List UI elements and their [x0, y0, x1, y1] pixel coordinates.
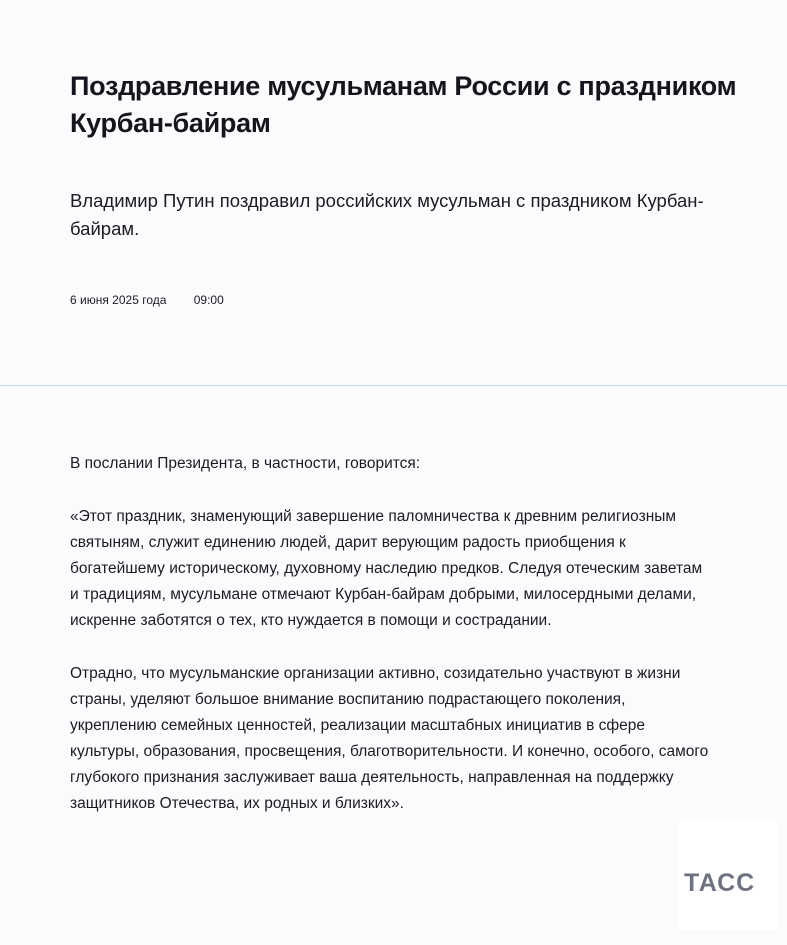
article-header	[70, 68, 750, 142]
article-meta	[70, 292, 224, 308]
quote-paragraph-1: «Этот праздник, знаменующий завершение паломничества к древним религиозным святыням, служит единению людей, дарит верующим радость приобщения к богатейшему историческому, духовному наследию предков. Следуя отеческим заветам и традициям, мусульмане отмечают Курбан-байрам добрыми, милосердными делами, искренне заботятся о тех, кто нуждается в помощи и сострадании.	[70, 508, 703, 629]
article-lead: Владимир Путин поздравил российских мусульман с праздником Курбан-байрам.	[70, 190, 704, 239]
publish-date: 6 июня 2025 года	[70, 293, 167, 307]
quote-paragraph-2: Отрадно, что мусульманские организации активно, созидательно участвуют в жизни страны, уделяют большое внимание воспитанию подрастающего поколения, укреплению семейных ценностей, реализации масштабных инициатив в сфере культуры, образования, просвещения, благотворительности. И конечно, особого, самого глубокого признания заслуживает ваша деятельность, направленная на поддержку защитников Отечества, их родных и близких».	[70, 665, 709, 812]
article-intro: В послании Президента, в частности, говорится:	[70, 455, 421, 472]
section-divider	[0, 385, 787, 386]
article-body	[70, 451, 710, 817]
publish-time: 09:00	[193, 293, 224, 307]
tass-logo: ТАСС	[684, 869, 756, 897]
page-title: Поздравление мусульманам России с праздником Курбан-байрам	[70, 71, 737, 138]
